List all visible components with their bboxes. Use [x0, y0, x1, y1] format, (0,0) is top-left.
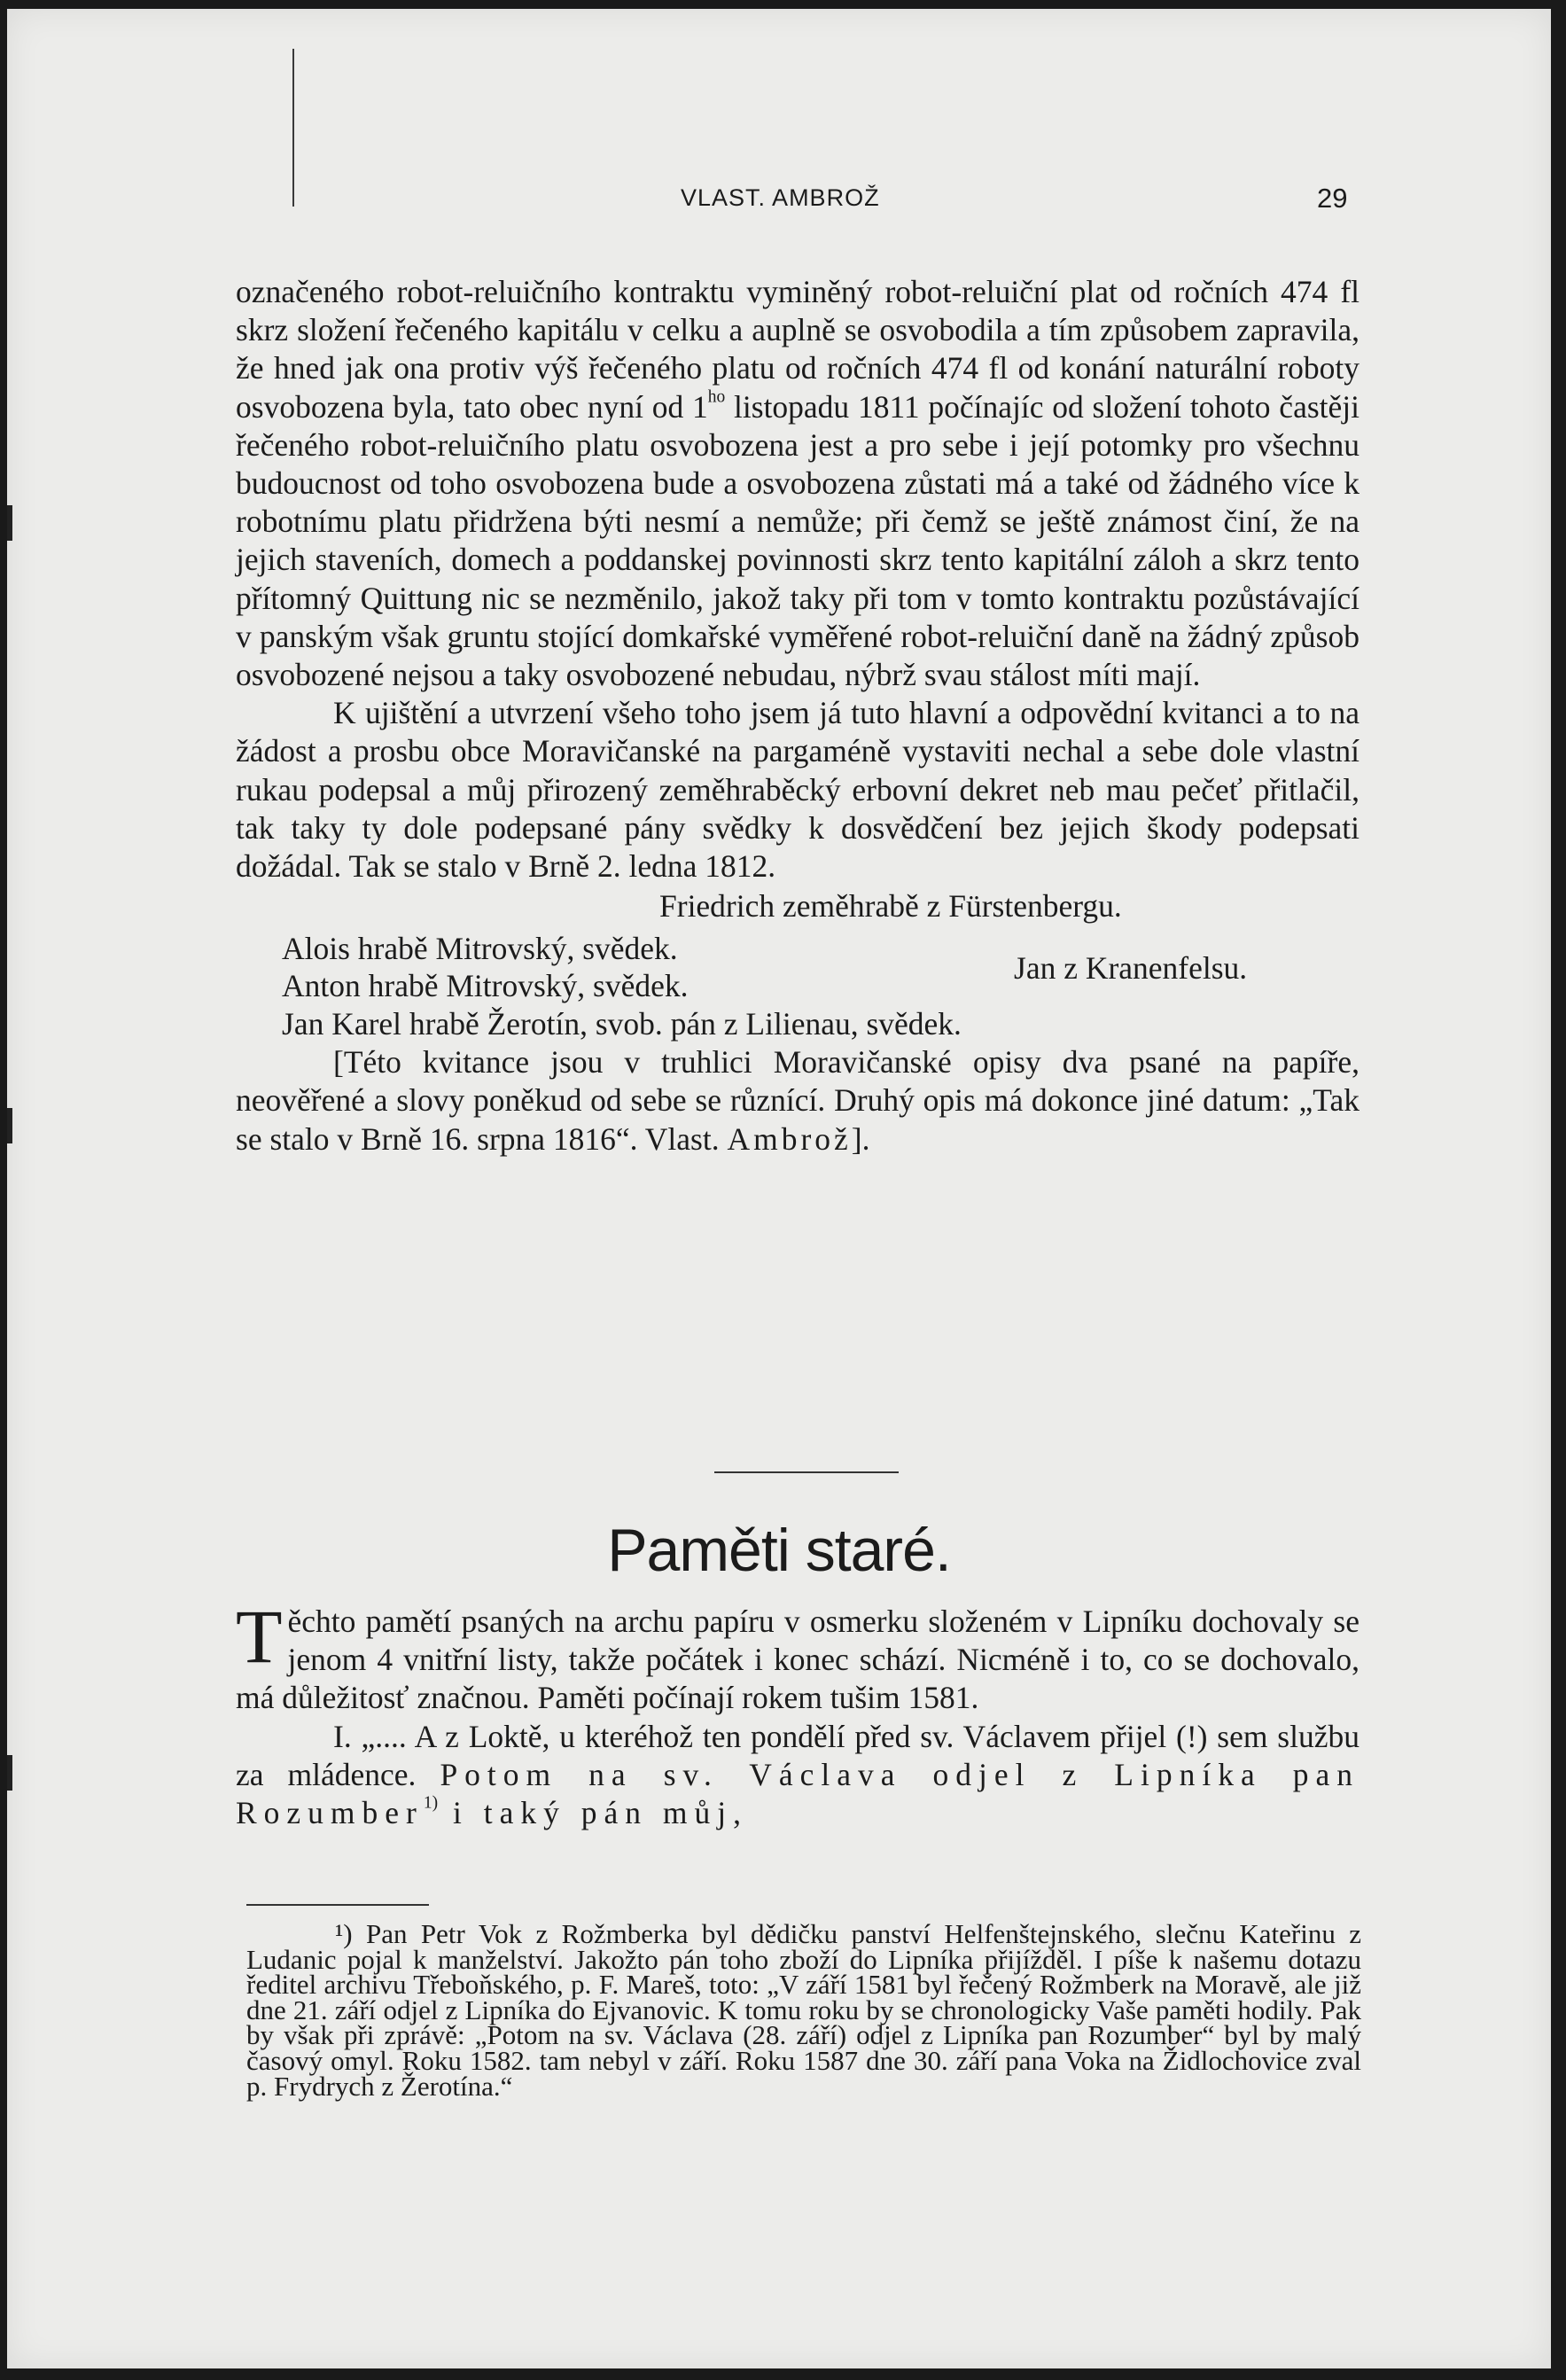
footnote-text: Pan Petr Vok z Rožmberka byl dědičku panství Helfenštejnského, slečnu Kateřinu z Ludanic pojal k manželství. Jakožto pán toho zboží do Lipníka přijížděl. I píše k našemu dotazu ředitel archivu Třeboňského, p. F. Mareš, toto: „V září 1581 byl řečený Rožmberk na Moravě, ale již dne 21. září odjel z Lipníka do Ejvanovic. K tomu roku by se chronologicky Vaše paměti hodily. Pak by však při zprávě: „Potom na sv. Václava (28. září) odjel z Lipníka pan Rozumber“ byl by malý časový omyl. Roku 1582. tam nebyl v září. Roku 1587 dne 30. září pana Voka na Židlochovice zval p. Frydrych z Žerotína.“	[246, 1918, 1361, 2102]
page-number: 29	[1317, 183, 1348, 214]
section-title: Paměti staré.	[607, 1517, 951, 1584]
running-head: VLAST. AMBROŽ	[681, 184, 880, 211]
paragraph-text: listopadu 1811 počínajíc od složení tohoto častěji řečeného robot-reluičního platu osvobozena jest a pro sebe i její potomky pro všechnu budoucnost od toho osvobozena bude a osvobozena zůstati má a také od žádného více k robotnímu platu přidržena býti nesmí a nemůže; při čemž se ještě známost činí, že na jejich staveních, domech a poddanskej povinnosti skrz tento kapitální záloh a skrz tento přítomný Quittung nic se nezměnilo, jakož taky při tom v tomto kontraktu pozůstávající v panským však gruntu stojící domkařské vyměřené robot-reluiční daně na žádný způsob osvobozené nejsou a taky osvobozené nebudau, nýbrž svau stálost míti mají.	[236, 388, 1360, 693]
witness-signature: Jan Karel hrabě Žerotín, svob. pán z Lilienau, svědek.	[282, 1006, 962, 1042]
book-page	[7, 9, 1551, 2368]
note-text: [Této kvitance jsou v truhlici Moravičanské opisy dva psané na papíře, neověřené a slovy poněkud od sebe se různící. Druhý opis má dokonce jiné datum: „Tak se stalo v Brně 16. srpna 1816“. Vlast.	[236, 1044, 1360, 1157]
note-end: ].	[851, 1120, 870, 1157]
spaced-text: Potom na sv. Václava odjel z Lipníka pan Rozumber	[236, 1756, 1360, 1831]
footnote	[246, 1918, 1361, 2102]
paragraph-text: označeného robot-reluičního kontraktu vyminěný robot-reluiční plat od ročních 474 fl skrz složení řečeného kapitálu v celku a auplně se osvobodila a tím způsobem zapravila, že hned jak ona protiv výš řečeného platu od ročních 474 fl od konání naturální roboty osvobozena byla, tato obec nyní od 1	[236, 274, 1360, 425]
paragraph	[236, 273, 1360, 694]
edge-mark	[7, 1108, 12, 1143]
paragraph	[236, 1594, 1360, 1718]
edge-mark	[7, 505, 12, 541]
section-separator	[714, 1471, 899, 1473]
signatures	[236, 887, 1360, 1081]
witness-signature: Anton hrabě Mitrovský, svědek.	[282, 968, 689, 1004]
section-text	[236, 1594, 1360, 1832]
footnote-ref: 1)	[423, 1793, 439, 1813]
witness-signature: Jan z Kranenfelsu.	[1014, 950, 1248, 987]
note-author: Ambrož	[727, 1120, 852, 1157]
drop-cap: T	[236, 1594, 283, 1679]
superscript: ho	[707, 387, 726, 407]
edge-mark	[7, 1755, 12, 1791]
paragraph-text: I. „.... A z Loktě, u kteréhož ten pondělí před sv. Václavem přijel (!) sem službu za mládence.	[236, 1718, 1360, 1792]
footnote-paragraph	[246, 1918, 1361, 2102]
margin-rule	[292, 49, 294, 207]
footnote-marker: ¹)	[335, 1918, 353, 1949]
witness-signature: Alois hrabě Mitrovský, svědek.	[282, 931, 678, 967]
issuer-signature: Friedrich zeměhrabě z Fürstenbergu.	[659, 888, 1122, 925]
main-text	[236, 273, 1360, 1159]
footnote-rule	[246, 1904, 429, 1906]
spaced-text: i taký pán můj,	[438, 1795, 748, 1831]
paragraph: K ujištění a utvrzení všeho toho jsem já tuto hlavní a odpovědní kvitanci a to na žádost a prosbu obce Moravičanské na pargaméně vystaviti nechal a sebe dole vlastní rukau podepsal a můj přirozený zeměhraběcký erbovní dekret neb mau pečeť přitlačil, tak taky ty dole podepsané pány svědky k dosvědčení bez jejich škody podepsati dožádal. Tak se stalo v Brně 2. ledna 1812.	[236, 695, 1360, 885]
paragraph	[236, 1718, 1360, 1833]
page-header	[7, 184, 1551, 220]
paragraph-text: ěchto pamětí psaných na archu papíru v osmerku složeném v Lipníku dochovaly se jenom 4 vnitřní listy, takže počátek i konec schází. Nicméně i to, co se dochovalo, má důležitosť značnou. Paměti počínají rokem tušim 1581.	[236, 1604, 1360, 1716]
